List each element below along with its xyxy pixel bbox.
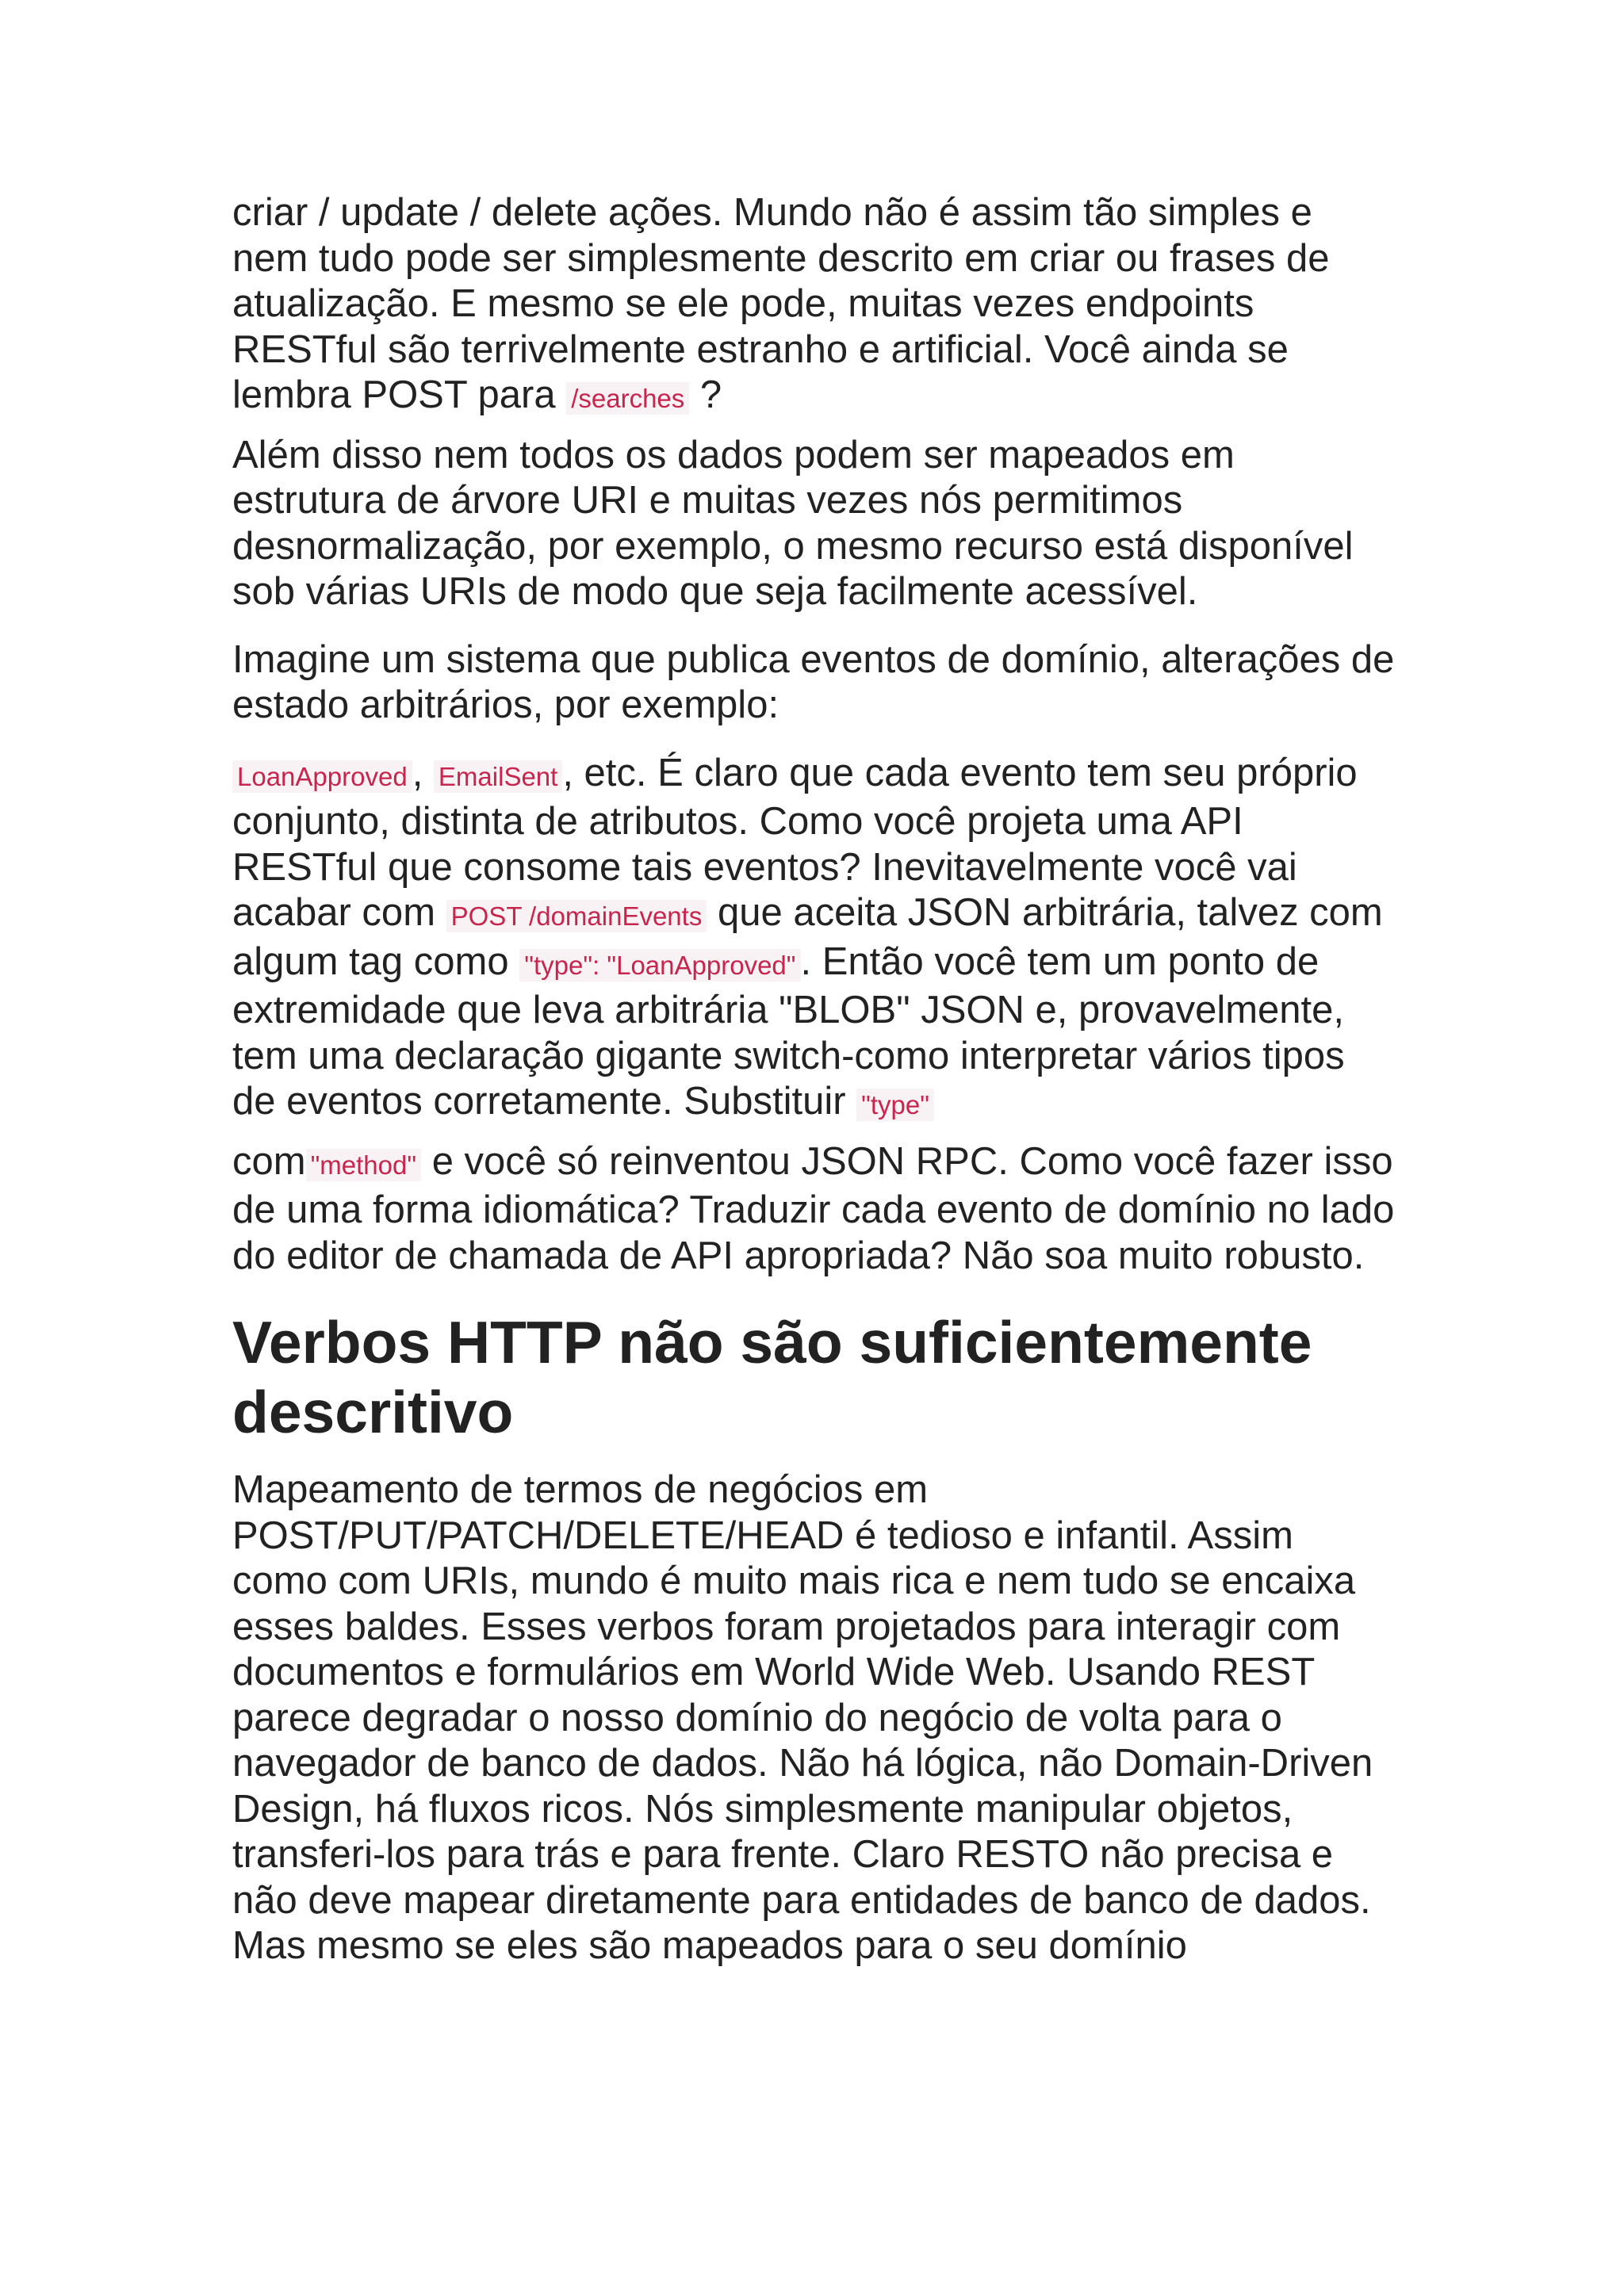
inline-code-post-domain-events: POST /domainEvents bbox=[446, 900, 707, 932]
paragraph-text: com bbox=[232, 1139, 306, 1183]
paragraph-text: Mapeamento de termos de negócios em POST/PUT/PATCH/DELETE/HEAD é tedioso e infantil. Assim como com URIs, mundo é muito mais rica e nem tudo se encaixa esses baldes. Esses verbos foram projetados para interagir com documentos e formulários em World Wide Web. Usando REST parece degradar o nosso domínio do negócio de volta para o navegador de banco de dados. Não há lógica, não Domain-Driven Design, há fluxos ricos. Nós simplesmente manipular objetos, transferi-los para trás e para frente. Claro RESTO não precisa e não deve mapear diretamente para entidades de banco de dados. Mas mesmo se eles são mapeados para o seu domínio bbox=[232, 1468, 1373, 1967]
paragraph-text: ? bbox=[689, 373, 722, 416]
inline-code-searches: /searches bbox=[566, 382, 689, 415]
paragraph-domain-events bbox=[232, 637, 1398, 729]
paragraph-text: , bbox=[412, 751, 434, 794]
paragraph-uri-tree bbox=[232, 433, 1398, 615]
section-heading-http-verbs: Verbos HTTP não são suficientemente descritivo bbox=[232, 1309, 1312, 1445]
paragraph-text: Imagine um sistema que publica eventos de domínio, alterações de estado arbitrários, por exemplo: bbox=[232, 637, 1395, 726]
inline-code-loan-approved: LoanApproved bbox=[232, 760, 412, 793]
paragraph-event-examples bbox=[232, 751, 1398, 1128]
paragraph-text: e você só reinventou JSON RPC. Como você fazer isso de uma forma idiomática? Traduzir cada evento de domínio no lado do editor de chamada de API apropriada? Não soa muito robusto. bbox=[232, 1139, 1395, 1277]
paragraph-text: Além disso nem todos os dados podem ser mapeados em estrutura de árvore URI e muitas vezes nós permitimos desnormalização, por exemplo, o mesmo recurso está disponível sob várias URIs de modo que seja facilmente acessível. bbox=[232, 433, 1354, 613]
paragraph-text: . Então você tem um ponto de extremidade que leva arbitrária "BLOB" JSON e, provavelmente, tem uma declaração gigante switch-como interpretar vários tipos de eventos corretamente. Substituir bbox=[232, 939, 1345, 1123]
inline-code-type: "type" bbox=[856, 1089, 934, 1121]
paragraph-json-rpc bbox=[232, 1139, 1398, 1280]
document-page bbox=[232, 190, 1398, 1969]
paragraph-text: , etc. É claro que cada evento tem seu próprio conjunto, distinta de atributos. Como você projeta uma API RESTful que consome tais eventos? Inevitavelmente você vai acabar com bbox=[232, 751, 1358, 934]
paragraph-text: que aceita JSON arbitrária, talvez com algum tag como bbox=[232, 891, 1383, 983]
inline-code-email-sent: EmailSent bbox=[434, 760, 562, 793]
inline-code-method: "method" bbox=[306, 1149, 422, 1181]
paragraph-business-terms bbox=[232, 1468, 1398, 1969]
paragraph-crud-actions bbox=[232, 190, 1398, 422]
inline-code-type-loan-approved: "type": "LoanApproved" bbox=[519, 949, 800, 982]
paragraph-text: criar / update / delete ações. Mundo não é assim tão simples e nem tudo pode ser simplesmente descrito em criar ou frases de atualização. E mesmo se ele pode, muitas vezes endpoints RESTful são terrivelmente estranho e artificial. Você ainda se lembra POST para bbox=[232, 191, 1330, 416]
